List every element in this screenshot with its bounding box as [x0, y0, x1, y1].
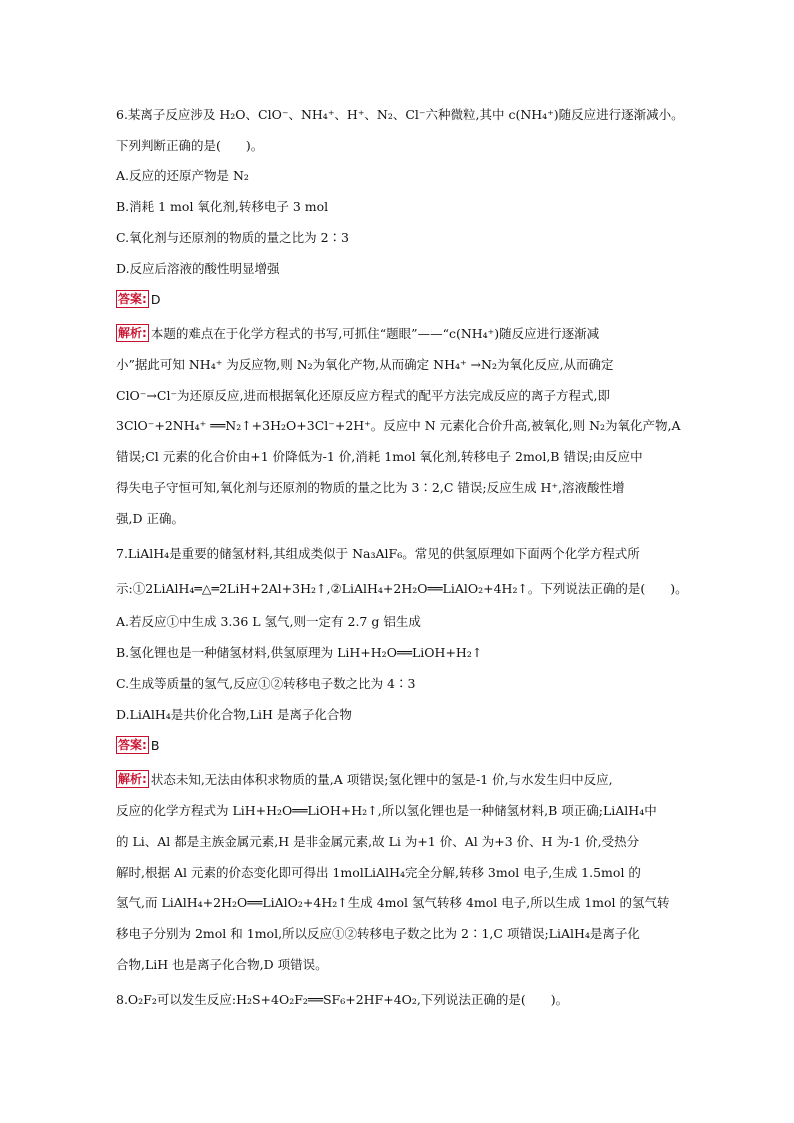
q7-answer-value: B [150, 738, 160, 753]
q8-stem-line-1: 8.O₂F₂可以发生反应:H₂S+4O₂F₂══SF₆+2HF+4O₂,下列说法正确的是( )。 [116, 992, 569, 1007]
q6-answer-value: D [150, 292, 161, 307]
q7-option-d: D.LiAlH₄是共价化合物,LiH 是离子化合物 [116, 707, 352, 722]
q7-analysis-line-6: 移电子分别为 2mol 和 1mol,所以反应①②转移电子数之比为 2∶1,C 项错误;LiAlH₄是离子化 [116, 926, 640, 941]
q6-answer-row [116, 290, 691, 310]
q7-answer-row [116, 736, 691, 756]
q7-stem-line-1: 7.LiAlH₄是重要的储氢材料,其组成类似于 Na₃AlF₆。常见的供氢原理如下面两个化学方程式所 [116, 546, 640, 561]
q6-analysis-line-2: 小”据此可知 NH₄⁺ 为反应物,则 N₂为氧化产物,从而确定 NH₄⁺ →N₂为氧化反应,从而确定 [116, 357, 614, 372]
q7-analysis-line-4: 解时,根据 Al 元素的价态变化即可得出 1molLiAlH₄完全分解,转移 3mol 电子,生成 1.5mol 的 [116, 865, 641, 880]
q7-option-c: C.生成等质量的氢气,反应①②转移电子数之比为 4∶3 [116, 676, 416, 691]
q7-stem-line-2: 示:①2LiAlH₄═△═2LiH+2Al+3H₂↑,②LiAlH₄+2H₂O══LiAlO₂+4H₂↑。下列说法正确的是( )。 [116, 581, 688, 596]
q6-analysis-line-6: 得失电子守恒可知,氧化剂与还原剂的物质的量之比为 3∶2,C 错误;反应生成 H⁺,溶液酸性增 [116, 480, 625, 495]
q7-option-a: A.若反应①中生成 3.36 L 氢气,则一定有 2.7 g 铝生成 [116, 614, 421, 629]
q7-analysis-label: 解析: [118, 772, 147, 786]
q6-option-c: C.氧化剂与还原剂的物质的量之比为 2∶3 [116, 230, 349, 245]
q7-analysis-line-2: 反应的化学方程式为 LiH+H₂O══LiOH+H₂↑,所以氢化锂也是一种储氢材料,B 项正确;LiAlH₄中 [116, 803, 657, 818]
q7-analysis-line-3: 的 Li、Al 都是主族金属元素,H 是非金属元素,故 Li 为+1 价、Al 为+3 价、H 为-1 价,受热分 [116, 834, 640, 849]
q6-analysis-label: 解析: [118, 326, 147, 340]
q6-analysis-line-7: 强,D 正确。 [116, 511, 184, 526]
q6-analysis-text-1: 本题的难点在于化学方程式的书写,可抓住“题眼”——“c(NH₄⁺)随反应进行逐渐减 [150, 326, 600, 341]
q6-stem-line-2: 下列判断正确的是( )。 [116, 138, 264, 153]
q6-answer-label: 答案: [118, 292, 147, 306]
q7-answer-label: 答案: [118, 738, 147, 752]
q7-analysis-line-5: 氢气,而 LiAlH₄+2H₂O══LiAlO₂+4H₂↑生成 4mol 氢气转移 4mol 电子,所以生成 1mol 的氢气转 [116, 895, 670, 910]
q6-analysis-line-4: 3ClO⁻+2NH₄⁺ ══N₂↑+3H₂O+3Cl⁻+2H⁺。反应中 N 元素化合价升高,被氧化,则 N₂为氧化产物,A [116, 418, 681, 433]
q6-analysis-line-3: ClO⁻→Cl⁻为还原反应,进而根据氧化还原反应方程式的配平方法完成反应的离子方程式,即 [116, 388, 610, 403]
q6-analysis-line-5: 错误;Cl 元素的化合价由+1 价降低为-1 价,消耗 1mol 氧化剂,转移电子 2mol,B 错误;由反应中 [116, 449, 643, 464]
q6-analysis-line-1 [116, 324, 691, 344]
q7-analysis-text-1: 状态未知,无法由体积求物质的量,A 项错误;氢化锂中的氢是-1 价,与水发生归中反应, [150, 772, 613, 787]
q7-option-b: B.氢化锂也是一种储氢材料,供氢原理为 LiH+H₂O══LiOH+H₂↑ [116, 645, 483, 660]
q6-option-a: A.反应的还原产物是 N₂ [116, 168, 249, 183]
q6-option-b: B.消耗 1 mol 氧化剂,转移电子 3 mol [116, 199, 329, 214]
q6-stem-line-1: 6.某离子反应涉及 H₂O、ClO⁻、NH₄⁺、H⁺、N₂、Cl⁻六种微粒,其中 c(NH₄⁺)随反应进行逐渐减小。 [116, 107, 684, 122]
q6-option-d: D.反应后溶液的酸性明显增强 [116, 261, 280, 276]
q7-analysis-line-7: 合物,LiH 也是离子化合物,D 项错误。 [116, 957, 328, 972]
q7-analysis-line-1 [116, 770, 691, 790]
